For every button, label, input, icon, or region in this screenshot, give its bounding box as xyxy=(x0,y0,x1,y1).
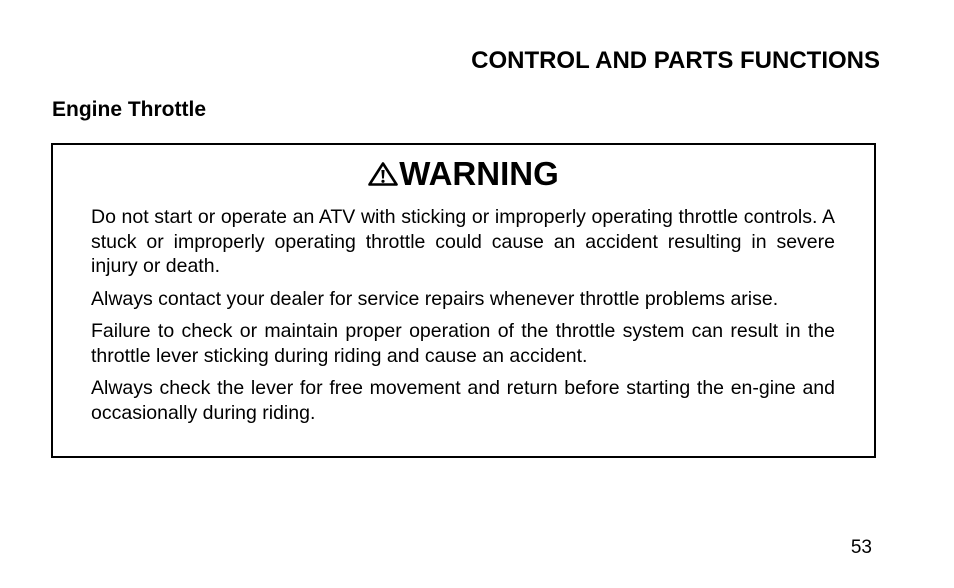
section-header: CONTROL AND PARTS FUNCTIONS xyxy=(471,47,880,74)
warning-paragraph-1: Do not start or operate an ATV with sticking or improperly operating throttle controls. A stuck or improperly operating throttle could cause an accident resulting in severe injury or death. xyxy=(91,206,835,277)
warning-heading-text: WARNING xyxy=(399,155,559,192)
page-number: 53 xyxy=(850,537,872,558)
warning-box xyxy=(51,143,876,458)
warning-paragraph-2: Always contact your dealer for service repairs whenever throttle problems arise. xyxy=(91,287,779,310)
subsection-title: Engine Throttle xyxy=(52,98,206,121)
warning-triangle-icon xyxy=(368,162,398,186)
warning-paragraph-4: Always check the lever for free movement and return before starting the en-gine and occasionally during riding. xyxy=(91,377,835,424)
warning-body xyxy=(91,205,835,433)
warning-paragraph-3: Failure to check or maintain proper operation of the throttle system can result in the throttle lever sticking during riding and cause an accident. xyxy=(91,320,835,367)
warning-heading xyxy=(53,155,874,193)
